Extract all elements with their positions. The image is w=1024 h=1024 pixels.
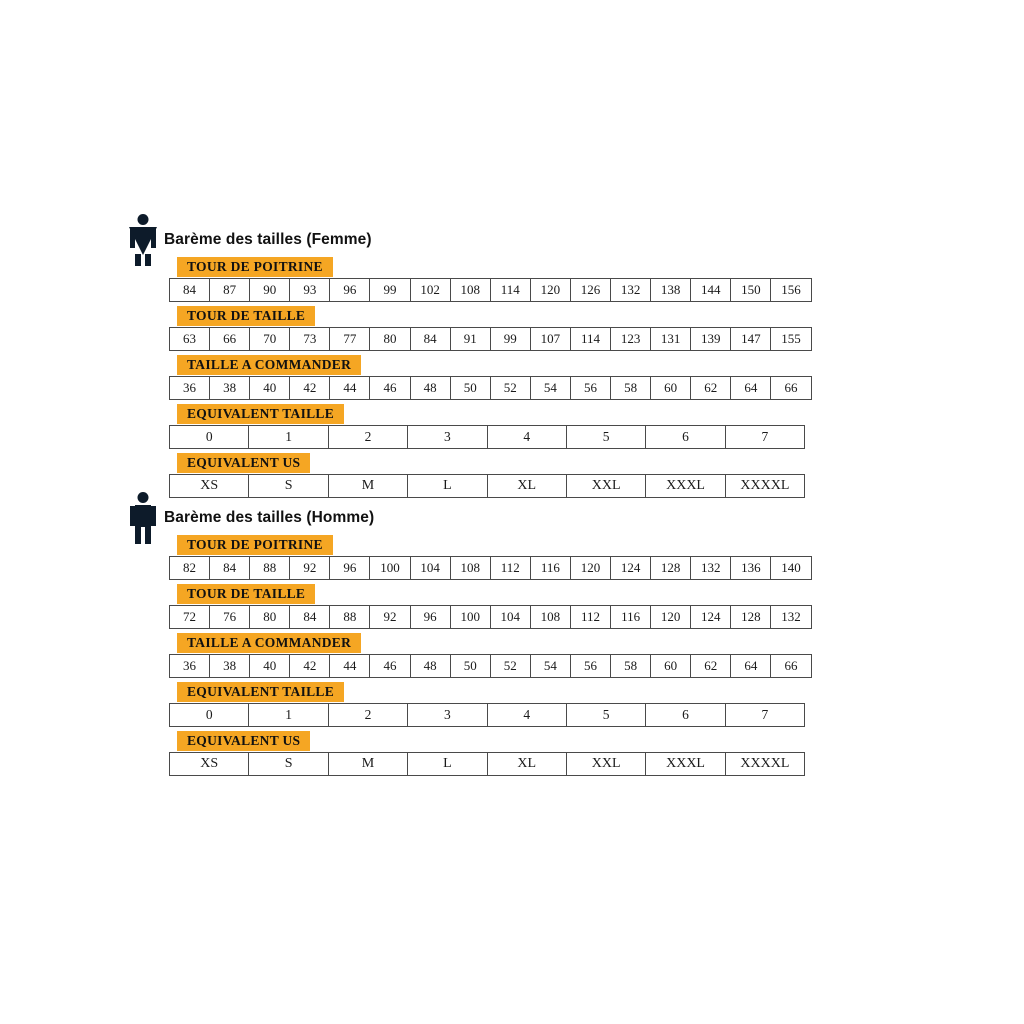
label-equivalent-us: EQUIVALENT US: [177, 453, 310, 473]
table-cell: 84: [170, 279, 210, 302]
table-cell: 100: [450, 606, 490, 629]
label-tour-de-taille: TOUR DE TAILLE: [177, 584, 315, 604]
label-equivalent-taille: EQUIVALENT TAILLE: [177, 404, 344, 424]
table-cell: 50: [450, 377, 490, 400]
table-cell: 46: [370, 377, 410, 400]
table-cell: XXXL: [646, 753, 725, 776]
table-cell: 150: [731, 279, 771, 302]
table-cell: 64: [731, 655, 771, 678]
table-cell: 108: [530, 606, 570, 629]
label-row-tour-de-taille-femme: [169, 306, 812, 327]
table-cell: XXXXL: [725, 753, 804, 776]
table-cell: 46: [370, 655, 410, 678]
table-tour-de-poitrine-homme: [169, 556, 812, 580]
table-cell: XL: [487, 753, 566, 776]
table-cell: S: [249, 475, 328, 498]
table-cell: XS: [170, 475, 249, 498]
table-cell: 131: [651, 328, 691, 351]
table-cell: XS: [170, 753, 249, 776]
table-cell: 108: [450, 557, 490, 580]
table-cell: 84: [290, 606, 330, 629]
table-cell: 88: [330, 606, 370, 629]
table-cell: 87: [210, 279, 250, 302]
section-homme-title: Barème des tailles (Homme): [164, 509, 375, 526]
table-cell: 44: [330, 377, 370, 400]
label-row-taille-a-commander-homme: [169, 633, 812, 654]
table-cell: XL: [487, 475, 566, 498]
table-cell: 112: [570, 606, 610, 629]
table-cell: 77: [330, 328, 370, 351]
table-cell: 48: [410, 655, 450, 678]
table-cell: 42: [290, 377, 330, 400]
table-cell: 63: [170, 328, 210, 351]
table-cell: 2: [328, 426, 407, 449]
table-cell: M: [328, 753, 407, 776]
table-cell: 84: [210, 557, 250, 580]
table-cell: 116: [611, 606, 651, 629]
label-equivalent-taille: EQUIVALENT TAILLE: [177, 682, 344, 702]
table-cell: 96: [410, 606, 450, 629]
table-cell: 116: [530, 557, 570, 580]
table-cell: 3: [408, 426, 487, 449]
label-row-taille-a-commander-femme: [169, 355, 812, 376]
table-cell: 76: [210, 606, 250, 629]
table-cell: 1: [249, 704, 328, 727]
section-homme-header: [128, 503, 812, 533]
label-taille-a-commander: TAILLE A COMMANDER: [177, 633, 361, 653]
table-cell: 3: [408, 704, 487, 727]
section-homme: [128, 503, 812, 780]
table-cell: 108: [450, 279, 490, 302]
table-cell: 120: [651, 606, 691, 629]
table-cell: 72: [170, 606, 210, 629]
table-cell: 138: [651, 279, 691, 302]
table-cell: 136: [731, 557, 771, 580]
section-femme-title: Barème des tailles (Femme): [164, 231, 372, 248]
table-cell: 5: [566, 704, 645, 727]
table-cell: 120: [530, 279, 570, 302]
table-cell: 36: [170, 655, 210, 678]
table-cell: 112: [490, 557, 530, 580]
table-cell: 139: [691, 328, 731, 351]
table-cell: 92: [370, 606, 410, 629]
table-cell: 66: [210, 328, 250, 351]
table-cell: 80: [250, 606, 290, 629]
label-row-equivalent-us-homme: [169, 731, 812, 752]
table-cell: 5: [566, 426, 645, 449]
table-cell: 50: [450, 655, 490, 678]
label-tour-de-poitrine: TOUR DE POITRINE: [177, 257, 333, 277]
table-cell: 4: [487, 426, 566, 449]
table-cell: 140: [771, 557, 811, 580]
table-cell: 6: [646, 704, 725, 727]
section-femme-header: [128, 225, 812, 255]
table-cell: 124: [611, 557, 651, 580]
table-equivalent-taille-femme: [169, 425, 805, 449]
table-cell: 114: [570, 328, 610, 351]
table-equivalent-taille-homme: [169, 703, 805, 727]
table-cell: 62: [691, 655, 731, 678]
table-cell: 1: [249, 426, 328, 449]
table-cell: 96: [330, 279, 370, 302]
table-cell: 44: [330, 655, 370, 678]
table-cell: 6: [646, 426, 725, 449]
table-cell: 93: [290, 279, 330, 302]
table-cell: 126: [570, 279, 610, 302]
table-cell: 40: [250, 655, 290, 678]
section-femme-tables: [169, 257, 812, 498]
table-cell: 66: [771, 655, 811, 678]
table-tour-de-poitrine-femme: [169, 278, 812, 302]
table-cell: 0: [170, 426, 249, 449]
table-cell: 62: [691, 377, 731, 400]
table-cell: 36: [170, 377, 210, 400]
table-tour-de-taille-femme: [169, 327, 812, 351]
section-homme-tables: [169, 535, 812, 776]
table-cell: 48: [410, 377, 450, 400]
table-cell: 107: [530, 328, 570, 351]
label-row-equivalent-taille-homme: [169, 682, 812, 703]
table-cell: 60: [651, 655, 691, 678]
table-cell: 155: [771, 328, 811, 351]
table-cell: 88: [250, 557, 290, 580]
table-cell: 123: [611, 328, 651, 351]
label-row-tour-de-taille-homme: [169, 584, 812, 605]
table-equivalent-us-femme: [169, 474, 805, 498]
table-cell: 91: [450, 328, 490, 351]
label-tour-de-taille: TOUR DE TAILLE: [177, 306, 315, 326]
table-cell: 100: [370, 557, 410, 580]
table-cell: 104: [410, 557, 450, 580]
table-cell: 73: [290, 328, 330, 351]
table-cell: 40: [250, 377, 290, 400]
table-cell: 120: [570, 557, 610, 580]
table-cell: 38: [210, 377, 250, 400]
table-cell: 96: [330, 557, 370, 580]
table-cell: 54: [530, 377, 570, 400]
table-cell: 54: [530, 655, 570, 678]
table-cell: 90: [250, 279, 290, 302]
table-tour-de-taille-homme: [169, 605, 812, 629]
table-cell: 132: [771, 606, 811, 629]
table-cell: 99: [370, 279, 410, 302]
table-cell: 132: [691, 557, 731, 580]
table-cell: 4: [487, 704, 566, 727]
table-cell: 38: [210, 655, 250, 678]
table-cell: S: [249, 753, 328, 776]
table-cell: 56: [570, 377, 610, 400]
label-row-equivalent-us-femme: [169, 453, 812, 474]
table-cell: 128: [651, 557, 691, 580]
table-cell: 102: [410, 279, 450, 302]
table-cell: 82: [170, 557, 210, 580]
table-cell: L: [408, 475, 487, 498]
table-cell: XXL: [566, 753, 645, 776]
table-cell: L: [408, 753, 487, 776]
table-cell: 64: [731, 377, 771, 400]
table-cell: XXL: [566, 475, 645, 498]
table-cell: 84: [410, 328, 450, 351]
table-cell: 58: [611, 377, 651, 400]
label-equivalent-us: EQUIVALENT US: [177, 731, 310, 751]
table-cell: 7: [725, 704, 804, 727]
table-taille-a-commander-homme: [169, 654, 812, 678]
man-icon: [128, 492, 158, 544]
table-cell: M: [328, 475, 407, 498]
table-taille-a-commander-femme: [169, 376, 812, 400]
table-cell: 144: [691, 279, 731, 302]
label-row-tour-de-poitrine-homme: [169, 535, 812, 556]
table-cell: 124: [691, 606, 731, 629]
table-cell: 0: [170, 704, 249, 727]
table-cell: 58: [611, 655, 651, 678]
table-cell: 99: [490, 328, 530, 351]
table-cell: 56: [570, 655, 610, 678]
label-tour-de-poitrine: TOUR DE POITRINE: [177, 535, 333, 555]
table-cell: XXXXL: [725, 475, 804, 498]
table-cell: 92: [290, 557, 330, 580]
table-equivalent-us-homme: [169, 752, 805, 776]
table-cell: 104: [490, 606, 530, 629]
label-taille-a-commander: TAILLE A COMMANDER: [177, 355, 361, 375]
table-cell: 147: [731, 328, 771, 351]
section-femme: [128, 225, 812, 502]
table-cell: 80: [370, 328, 410, 351]
table-cell: 42: [290, 655, 330, 678]
table-cell: 52: [490, 655, 530, 678]
woman-icon: [128, 214, 158, 266]
label-row-tour-de-poitrine-femme: [169, 257, 812, 278]
table-cell: 128: [731, 606, 771, 629]
table-cell: 66: [771, 377, 811, 400]
table-cell: 7: [725, 426, 804, 449]
table-cell: 70: [250, 328, 290, 351]
label-row-equivalent-taille-femme: [169, 404, 812, 425]
table-cell: XXXL: [646, 475, 725, 498]
table-cell: 156: [771, 279, 811, 302]
table-cell: 114: [490, 279, 530, 302]
table-cell: 132: [611, 279, 651, 302]
table-cell: 52: [490, 377, 530, 400]
table-cell: 2: [328, 704, 407, 727]
table-cell: 60: [651, 377, 691, 400]
